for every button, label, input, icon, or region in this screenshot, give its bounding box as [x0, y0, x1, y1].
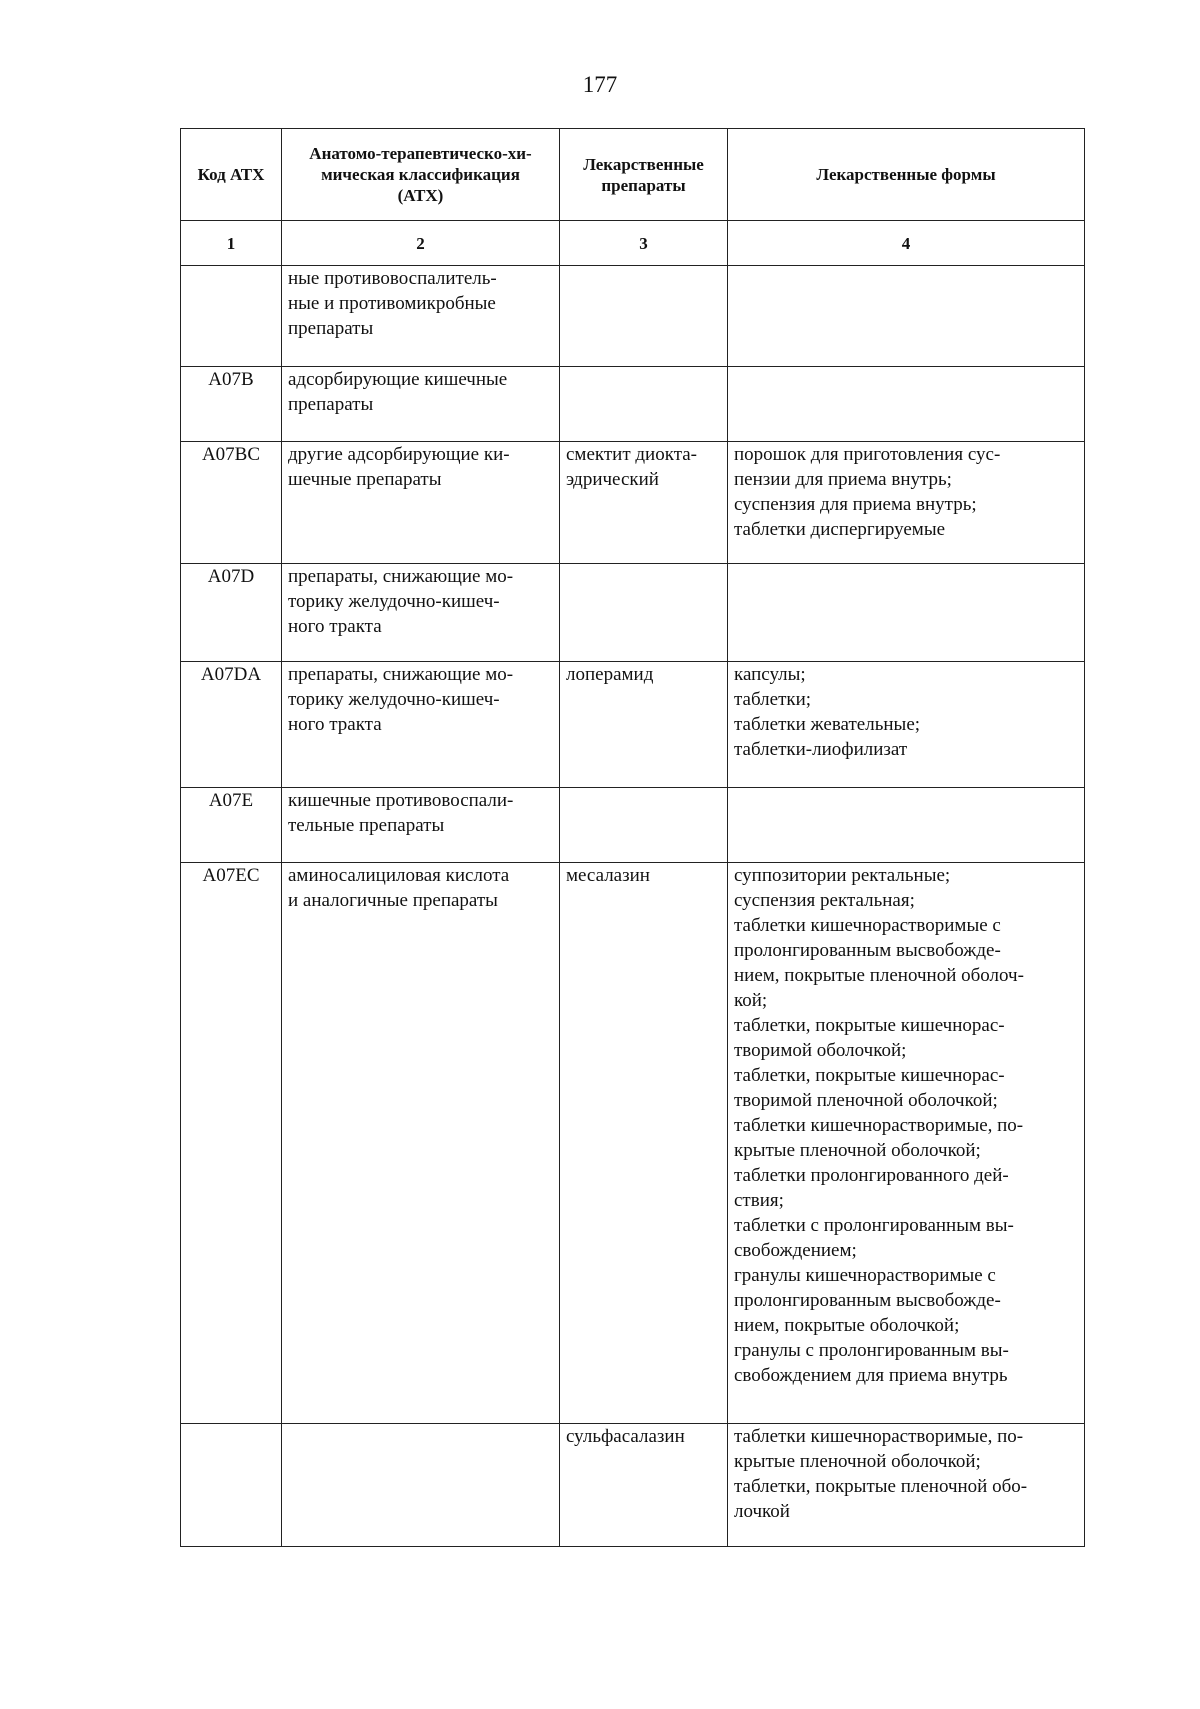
forms-cell: капсулы; таблетки; таблетки жевательные; таблетки-лиофилизат [728, 662, 1085, 788]
atx-code: A07BC [181, 442, 282, 564]
atx-code: A07E [181, 788, 282, 863]
atx-code: A07DA [181, 662, 282, 788]
drug-cell [560, 788, 728, 863]
table-row [181, 662, 1085, 788]
atx-code: A07B [181, 367, 282, 442]
table-row [181, 367, 1085, 442]
classification-cell: другие адсорбирующие ки- шечные препараты [282, 442, 560, 564]
classification-cell: препараты, снижающие мо- торику желудочно-кишеч- ного тракта [282, 564, 560, 662]
table-row [181, 788, 1085, 863]
classification-cell: аминосалициловая кислота и аналогичные препараты [282, 863, 560, 1424]
drug-cell [560, 266, 728, 367]
table-row [181, 863, 1085, 1424]
table-header-row [181, 129, 1085, 221]
drug-cell [560, 564, 728, 662]
column-number: 3 [560, 221, 728, 266]
header-classification: Анатомо-терапевтическо-хи- мическая классификация (АТХ) [282, 129, 560, 221]
drug-cell: смектит диокта- эдрический [560, 442, 728, 564]
forms-cell [728, 266, 1085, 367]
forms-cell [728, 367, 1085, 442]
forms-cell [728, 788, 1085, 863]
atx-code [181, 1424, 282, 1547]
table-row [181, 442, 1085, 564]
atx-code [181, 266, 282, 367]
table-row [181, 266, 1085, 367]
column-number: 4 [728, 221, 1085, 266]
header-drugs: Лекарственные препараты [560, 129, 728, 221]
atx-table [180, 128, 1085, 1547]
classification-cell: препараты, снижающие мо- торику желудочно-кишеч- ного тракта [282, 662, 560, 788]
table-row [181, 1424, 1085, 1547]
classification-cell: кишечные противовоспали- тельные препараты [282, 788, 560, 863]
header-forms: Лекарственные формы [728, 129, 1085, 221]
page-number: 177 [582, 72, 618, 97]
drug-cell: лоперамид [560, 662, 728, 788]
column-number: 2 [282, 221, 560, 266]
drug-cell [560, 367, 728, 442]
atx-code: A07EC [181, 863, 282, 1424]
forms-cell: таблетки кишечнорастворимые, по- крытые пленочной оболочкой; таблетки, покрытые пленочной обо- лочкой [728, 1424, 1085, 1547]
forms-cell: суппозитории ректальные; суспензия ректальная; таблетки кишечнорастворимые с пролонгированным высвобожде- нием, покрытые пленочной оболоч- кой; таблетки, покрытые кишечнорас- творимой оболочкой; таблетки, покрытые кишечнорас- творимой пленочной оболочкой; таблетки кишечнорастворимые, по- крытые пленочной оболочкой; таблетки пролонгированного дей- ствия; таблетки с пролонгированным вы- свобождением; гранулы кишечнорастворимые с пролонгированным высвобожде- нием, покрытые оболочкой; гранулы с пролонгированным вы- свобождением для приема внутрь [728, 863, 1085, 1424]
column-number-row [181, 221, 1085, 266]
table-row [181, 564, 1085, 662]
classification-cell [282, 1424, 560, 1547]
atx-code: A07D [181, 564, 282, 662]
classification-cell: адсорбирующие кишечные препараты [282, 367, 560, 442]
drug-cell: месалазин [560, 863, 728, 1424]
forms-cell [728, 564, 1085, 662]
header-code: Код АТХ [181, 129, 282, 221]
drug-cell: сульфасалазин [560, 1424, 728, 1547]
column-number: 1 [181, 221, 282, 266]
classification-cell: ные противовоспалитель- ные и противомикробные препараты [282, 266, 560, 367]
forms-cell: порошок для приготовления сус- пензии для приема внутрь; суспензия для приема внутрь; таблетки диспергируемые [728, 442, 1085, 564]
